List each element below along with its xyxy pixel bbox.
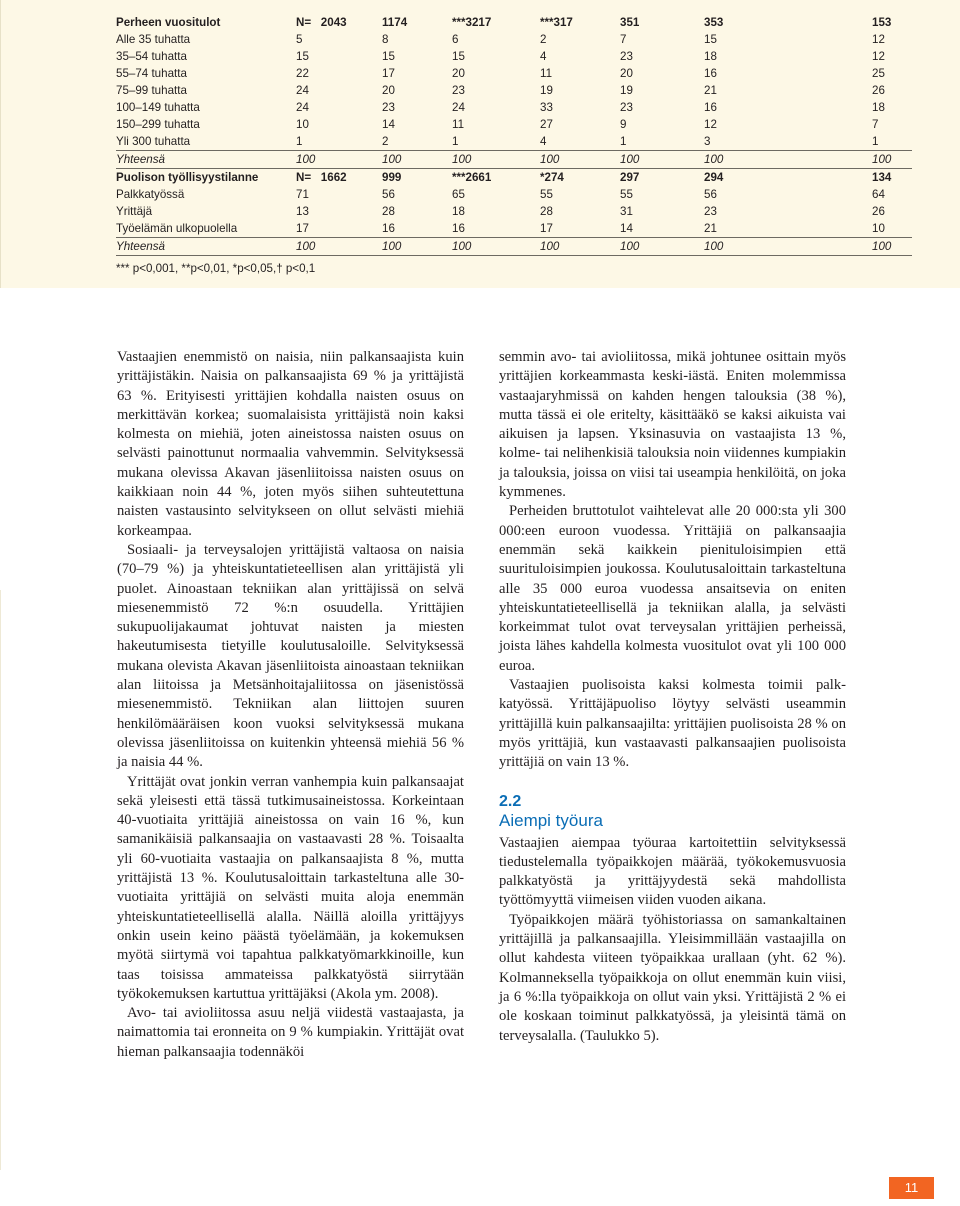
table-row bbox=[116, 31, 912, 48]
table-cell: 1174 bbox=[382, 16, 408, 29]
paragraph: Sosiaali- ja terveysalojen yrittäjistä valtaosa on naisia (70–79 %) ja yhteiskuntatieteellisen alan yrittäjistä yli puolet. Ainoastaan tekniikan alan yrittäjissä on selvä miesenemmistö 72 %:n osuudella. Yrittäjien sukupuolijakaumat johtuvat naisten ja miesten hakeutumisesta tietyille koulutusaloille. Selvityksessä mukana olevista Akavan jäsenliitoista ainoastaan tekniikan alan liitoissa ja Metsänhoitajaliitossa on jäsenistössä miesenemmistö. Tekniikan alan liittojen suuren henkilömääräisen koon vuoksi selvityksessä mukana olevissa jäsenliitoissa on kuitenkin yhteensä miehiä 56 % ja naisia 44 %. bbox=[117, 541, 464, 771]
table-cell: 23 bbox=[382, 101, 395, 114]
table-cell: 24 bbox=[452, 101, 465, 114]
table-cell: 56 bbox=[704, 188, 717, 201]
table-cell: ***317 bbox=[540, 16, 573, 29]
table-cell: 16 bbox=[382, 220, 452, 238]
table-cell: 4 bbox=[540, 50, 547, 63]
table-cell: 55 bbox=[540, 188, 553, 201]
table-cell: 2 bbox=[382, 133, 452, 151]
table-cell: 27 bbox=[540, 118, 553, 131]
table-cell: 10 bbox=[296, 118, 309, 131]
table-total-row bbox=[116, 151, 912, 169]
table-cell: 353 bbox=[704, 16, 724, 29]
table-row bbox=[116, 203, 912, 220]
table-cell: 16 bbox=[452, 220, 540, 238]
table-cell: 12 bbox=[872, 50, 885, 63]
section-title: Aiempi työura bbox=[499, 810, 603, 830]
table-cell: 12 bbox=[704, 118, 717, 131]
table-cell: 15 bbox=[452, 50, 465, 63]
table-cell: 28 bbox=[382, 205, 395, 218]
table-cell: 2 bbox=[540, 33, 547, 46]
table-cell: 16 bbox=[704, 101, 717, 114]
table-cell: 100 bbox=[540, 151, 620, 169]
row-label: 100–149 tuhatta bbox=[116, 101, 200, 114]
table-cell: 1 bbox=[452, 133, 540, 151]
table-cell: 100 bbox=[296, 238, 382, 256]
table-cell: ***3217 bbox=[452, 16, 492, 29]
table-cell: 100 bbox=[382, 238, 452, 256]
table-cell: 21 bbox=[704, 220, 780, 238]
table-row bbox=[116, 133, 912, 151]
table-cell: 134 bbox=[872, 171, 892, 184]
table-cell: 1 bbox=[780, 133, 912, 151]
significance-note: *** p<0,001, **p<0,01, *p<0,05,† p<0,1 bbox=[116, 262, 316, 275]
table-cell: 9 bbox=[620, 118, 627, 131]
table-cell: 23 bbox=[452, 84, 465, 97]
margin-rule bbox=[0, 590, 1, 1170]
paragraph: Avo- tai avioliitossa asuu neljä viidestä vastaajasta, ja naimattomia tai eronneita on 9 % kumpiakin. Yrittäjät ovat hieman palkansaajia todennäköi bbox=[117, 1005, 464, 1060]
table-cell: 999 bbox=[382, 171, 402, 184]
table-cell: 33 bbox=[540, 101, 553, 114]
table-cell: 15 bbox=[704, 33, 717, 46]
table-cell: 26 bbox=[872, 84, 885, 97]
table-row bbox=[116, 116, 912, 133]
paragraph: semmin avo- tai avioliitossa, mikä johtunee osittain myös yrittäjien korkeammasta keski-iästä. Eniten molemmissa vastaajaryhmissä on kahden hengen talouksia (38 %), mutta tässä ei ole eritelty, käsittääkö se kaksi aikuista vai aikuisen ja lapsen. Yksinasuvia on vastaajista 13 %, kolme- tai nelihenkisiä talouksia noin viidennes kumpiakin ja talouksia, joissa on viisi tai useampia henkilöitä, on joka kymmenes. bbox=[499, 349, 846, 501]
row-label: 150–299 tuhatta bbox=[116, 118, 200, 131]
table-cell: 100 bbox=[780, 151, 912, 169]
table-row bbox=[116, 99, 912, 116]
paragraph: Perheiden bruttotulot vaihtelevat alle 20 000:sta yli 300 000:een euroon vuodessa. Yrittäjiä on palkansaajia enemmän sekä kaikkein pienituloisimpien että suurituloisimpien joukossa. Koulutusaloittain tarkasteltuna alle 35 000 euroa vuodessa ansaitsevia on eniten yhteiskuntatieteellisellä ja tekniikan alalla, ja selvästi korkeimmat tulot ovat terveysalan yrittäjien perheissä, joista lähes kahdella kolmesta vuositulot ovat yli 100 000 euroa. bbox=[499, 503, 846, 674]
text-column-right bbox=[499, 348, 846, 1046]
table-cell: 100 bbox=[620, 238, 704, 256]
table-cell: 8 bbox=[382, 33, 389, 46]
table-cell: 1 bbox=[620, 133, 704, 151]
table-cell: 65 bbox=[452, 188, 465, 201]
table-cell: 11 bbox=[540, 67, 553, 80]
table-cell: 28 bbox=[540, 205, 553, 218]
table-cell: 100 bbox=[780, 238, 912, 256]
paragraph: Vastaajien aiempaa työuraa kartoitettiin selvityksessä tiedustelemalla työpaikkojen määrää, työkokemusvuosia palkkatyöstä ja yrittäjyydestä sekä mahdollista työttömyyttä viimeisen viiden vuoden aikana. bbox=[499, 834, 846, 909]
page-number: 11 bbox=[889, 1177, 934, 1199]
row-label: Puolison työllisyystilanne bbox=[116, 171, 259, 184]
table-header-row bbox=[116, 169, 912, 187]
table-cell: 4 bbox=[540, 133, 620, 151]
paragraph: Vastaajien puolisoista kaksi kolmesta toimii palkkatyössä. Yrittäjäpuoliso löytyy selvästi useammin yrittäjillä kuin palkansaajilta: yrittäjien puolisoista 28 % on myös yrittäjiä, kun vastaavasti palkansaajien puolisoista yrittäjiä on vain 13 %. bbox=[499, 677, 846, 771]
table-row bbox=[116, 186, 912, 203]
right-column-bottom bbox=[499, 834, 846, 1046]
paragraph: Työpaikkojen määrä työhistoriassa on samankaltainen yrittäjillä ja palkansaajilla. Yleisimmillään vastaajilla on ollut kahdesta viiteen työpaikkaa urallaan (yht. 62 %). Kolmanneksella työpaikkoja on ollut enemmän kuin viisi, ja 6 %:lla työpaikkoja on ollut vain yksi. Yrittäjistä 2 % ei ole koskaan toiminut palkkatyössä, ja yleisintä tämä on terveysalalla. (Taulukko 5). bbox=[499, 911, 846, 1044]
row-label: 75–99 tuhatta bbox=[116, 84, 187, 97]
table-cell: 18 bbox=[452, 205, 465, 218]
table-cell: 20 bbox=[452, 67, 465, 80]
table-cell: 17 bbox=[296, 220, 382, 238]
table-cell: 64 bbox=[872, 188, 885, 201]
table-cell: 56 bbox=[382, 188, 395, 201]
table-cell: 17 bbox=[382, 67, 395, 80]
table-cell: N= 1662 bbox=[296, 171, 347, 184]
table-cell: 100 bbox=[620, 151, 704, 169]
table-cell: 55 bbox=[620, 188, 633, 201]
table-row bbox=[116, 65, 912, 82]
table-cell: 294 bbox=[704, 171, 724, 184]
section-number: 2.2 bbox=[499, 792, 522, 810]
table-cell: 22 bbox=[296, 67, 309, 80]
table-cell: 100 bbox=[704, 151, 780, 169]
panel-edge bbox=[0, 0, 1, 288]
table-cell: 100 bbox=[452, 238, 540, 256]
table-cell: 100 bbox=[540, 238, 620, 256]
table-header-row bbox=[116, 14, 912, 31]
table-cell: 21 bbox=[704, 84, 717, 97]
table-cell: 14 bbox=[382, 118, 395, 131]
row-label: Työelämän ulkopuolella bbox=[116, 220, 296, 238]
table-cell: 18 bbox=[872, 101, 885, 114]
table-cell: *274 bbox=[540, 171, 564, 184]
table-cell: 23 bbox=[620, 50, 633, 63]
table-cell: ***2661 bbox=[452, 171, 492, 184]
table-cell: 20 bbox=[620, 67, 633, 80]
table-row bbox=[116, 82, 912, 99]
table-cell: 7 bbox=[620, 33, 627, 46]
table-cell: 7 bbox=[872, 118, 879, 131]
row-label: Yhteensä bbox=[116, 151, 296, 169]
table-row bbox=[116, 220, 912, 238]
table-cell: 17 bbox=[540, 220, 620, 238]
table-cell: 351 bbox=[620, 16, 640, 29]
table-cell: 16 bbox=[704, 67, 717, 80]
table-cell: 24 bbox=[296, 84, 309, 97]
table-cell: 23 bbox=[704, 205, 717, 218]
income-employment-table bbox=[116, 14, 912, 256]
table-cell: 71 bbox=[296, 188, 309, 201]
table-cell: 6 bbox=[452, 33, 459, 46]
table-cell: 12 bbox=[872, 33, 885, 46]
row-label: 35–54 tuhatta bbox=[116, 50, 187, 63]
table-cell: 31 bbox=[620, 205, 633, 218]
table-cell: 24 bbox=[296, 101, 309, 114]
paragraph: Vastaajien enemmistö on naisia, niin palkansaajista kuin yrittäjistäkin. Naisia on palkansaajista 69 % ja yrittäjistä 63 %. Erityisesti yrittäjien kohdalla naisten osuus on merkittävän korkea; suomalaisista yrittäjistä noin kaksi kolmesta on miehiä, joten aineistossa naisten osuus on selvästi painottunut normaalia vahvemmin. Selvityksessä mukana olevissa Akavan jäsenliitoissa naisten osuus on kaikkiaan noin 44 %, joten myös siihen suhteutettuna naisten vastausinto selvitykseen on ollut selvästi miehiä korkeampaa. bbox=[117, 349, 464, 539]
table-cell: 1 bbox=[296, 133, 382, 151]
table-cell: 23 bbox=[620, 101, 633, 114]
table-cell: 153 bbox=[872, 16, 892, 29]
table-cell: 26 bbox=[872, 205, 885, 218]
table-cell: 15 bbox=[382, 50, 395, 63]
table-cell: 19 bbox=[620, 84, 633, 97]
table-row bbox=[116, 48, 912, 65]
table-cell: N= 2043 bbox=[296, 16, 347, 29]
right-column-top bbox=[499, 348, 846, 773]
paragraph: Yrittäjät ovat jonkin verran vanhempia kuin palkansaajat sekä yleisesti että tässä tutkimusaineistossa. Korkeintaan 40-vuotiaita yrittäjiä aineistossa on vain 16 %, kun samanikäisiä palkansaajia on vastaavasti 28 %. Toisaalta yli 60-vuotiaita vastaajia on palkansaajista 8 %, mutta yrittäjistä 13 %. Koulutusaloittain tarkasteltuna alle 30-vuotiaita yrittäjiä on selvästi muita aloja enemmän yhteiskuntatieteellisellä alalla. Näillä aloilla yrittäjyys onkin usein keino päästä työelämään, ja kokemuksen myötä siirtymä voi tapahtua palkkatyömarkkinoille, kun taas toisissa ammateissa palkkatyöstä siirrytään työkokemuksen kartuttua yrittäjäksi (Akola ym. 2008). bbox=[117, 773, 464, 1002]
table-cell: 10 bbox=[780, 220, 912, 238]
table-total-row bbox=[116, 238, 912, 256]
row-label: Alle 35 tuhatta bbox=[116, 33, 191, 46]
table-cell: 15 bbox=[296, 50, 309, 63]
table-cell: 297 bbox=[620, 171, 640, 184]
table-cell: 18 bbox=[704, 50, 717, 63]
row-label: Palkkatyössä bbox=[116, 188, 185, 201]
row-label: Yhteensä bbox=[116, 238, 296, 256]
table-cell: 14 bbox=[620, 220, 704, 238]
table-cell: 11 bbox=[452, 118, 465, 131]
table-cell: 100 bbox=[704, 238, 780, 256]
table-cell: 20 bbox=[382, 84, 395, 97]
table-cell: 13 bbox=[296, 205, 309, 218]
table-cell: 100 bbox=[452, 151, 540, 169]
table-cell: 3 bbox=[704, 133, 780, 151]
table-cell: 25 bbox=[872, 67, 885, 80]
row-label: 55–74 tuhatta bbox=[116, 67, 187, 80]
table-cell: 100 bbox=[382, 151, 452, 169]
row-label: Yli 300 tuhatta bbox=[116, 133, 296, 151]
table-cell: 5 bbox=[296, 33, 303, 46]
table-cell: 100 bbox=[296, 151, 382, 169]
row-label: Yrittäjä bbox=[116, 205, 153, 218]
table-cell: 19 bbox=[540, 84, 553, 97]
row-label: Perheen vuositulot bbox=[116, 16, 221, 29]
section-heading bbox=[499, 793, 846, 831]
text-column-left bbox=[117, 348, 464, 1062]
